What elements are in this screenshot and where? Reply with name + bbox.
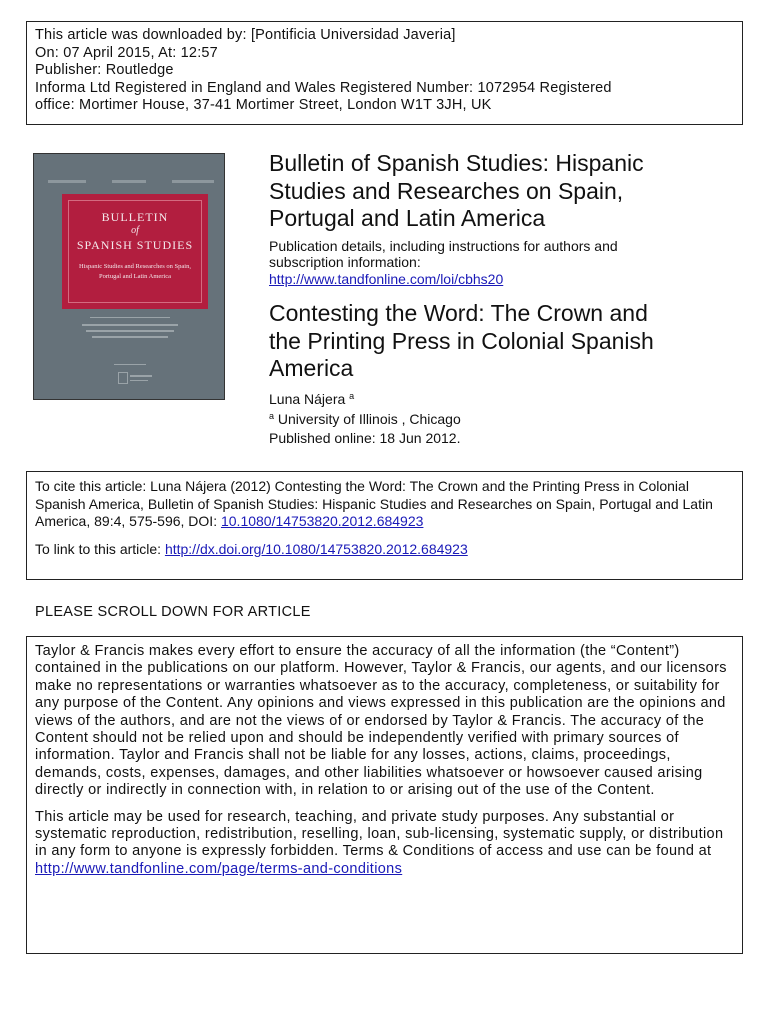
article-link-line: To link to this article: http://dx.doi.org/10.1080/14753820.2012.684923 [35,540,468,557]
disclaimer-box [26,636,743,954]
article-doi-url-link[interactable]: http://dx.doi.org/10.1080/14753820.2012.684923 [164,540,468,557]
publisher-logo-icon [118,372,128,384]
download-line: This article was downloaded by: [Pontificia Universidad Javeria] [35,27,456,43]
article-metadata [269,150,739,446]
registration-line: Informa Ltd Registered in England and Wales Registered Number: 1072954 Registered [35,79,612,96]
citation-text: To cite this article: Luna Nájera (2012) Contesting the Word: The Crown and the Printing Press in Colonial Spanish America, Bulletin of Spanish Studies: Hispanic Studies and Researches on Spain, Portugal and Latin America, 89:4, 575-596, DOI: 10.1080/14753820.2012.684923 [35,478,713,529]
cover-title-line1: BULLETIN [101,210,169,224]
author: Luna Nájera $^a$ [269,390,355,407]
cover-subtitle: Hispanic Studies and Researches on Spain, Portugal and Latin America [79,263,191,280]
download-info-box [26,21,743,125]
cover-title-line2: of [131,225,139,236]
scroll-down-notice: PLEASE SCROLL DOWN FOR ARTICLE [35,604,311,620]
download-date: On: 07 April 2015, At: 12:57 [35,44,218,61]
publication-details: Publication details, including instructions for authors and subscription information: http://www.tandfonline.com/loi/cbhs20 [269,237,618,287]
disclaimer-paragraph: Taylor & Francis makes every effort to ensure the accuracy of all the information (the “Content”) contained in the publications on our platform. However, Taylor & Francis, our agents, and our licensors make no representations or warranties whatsoever as to the accuracy, completeness, or suitability for any purpose of the Content. Any opinions and views expressed in this publication are the opinions and views of the authors, and are not the views of or endorsed by Taylor & Francis. The accuracy of the Content should not be relied upon and should be independently verified with primary sources of information. Taylor and Francis shall not be liable for any losses, actions, claims, proceedings, demands, costs, expenses, damages, and other liabilities whatsoever or howsoever caused arising directly or indirectly in connection with, in relation to or arising out of the use of the Content. [35,643,727,799]
usage-paragraph: This article may be used for research, teaching, and private study purposes. Any substantial or systematic reproduction, redistribution, reselling, loan, sub-licensing, systematic supply, or distribution in any form to anyone is expressly forbidden. Terms & Conditions of access and use can be found at http://www.tandfonline.com/page/terms-and-conditions [35,808,724,877]
journal-url-link[interactable]: http://www.tandfonline.com/loi/cbhs20 [269,270,504,287]
cover-title-panel [62,194,208,309]
affiliation: $^a$ University of Illinois , Chicago [269,411,461,427]
doi-link[interactable]: 10.1080/14753820.2012.684923 [220,513,424,529]
journal-title: Bulletin of Spanish Studies: Hispanic Studies and Researches on Spain, Portugal and Latin America [269,150,644,231]
cover-top-strip [34,180,224,186]
citation-box [26,471,743,580]
article-title: Contesting the Word: The Crown and the Printing Press in Colonial Spanish America [269,300,654,381]
publisher: Publisher: Routledge [35,62,174,78]
cover-title-line3: SPANISH STUDIES [76,238,194,252]
terms-link[interactable]: http://www.tandfonline.com/page/terms-and-conditions [35,860,403,877]
office-address: office: Mortimer House, 37-41 Mortimer Street, London W1T 3JH, UK [35,97,492,113]
published-date: Published online: 18 Jun 2012. [269,429,461,446]
journal-cover-image [33,153,225,400]
